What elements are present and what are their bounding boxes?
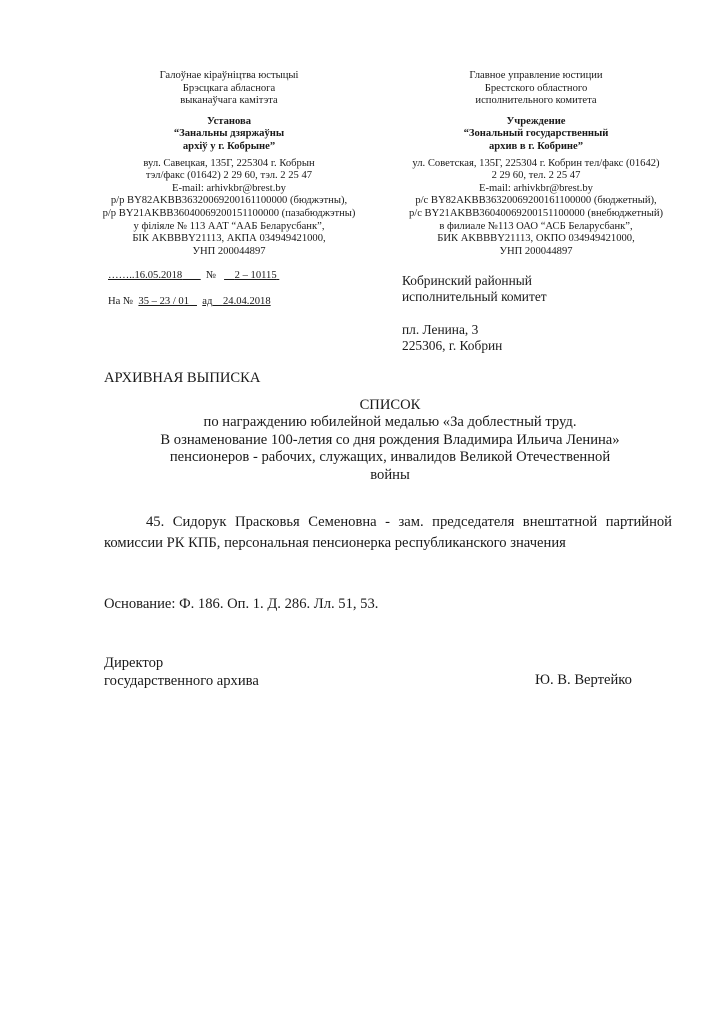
email-line: E-mail: arhivkbr@brest.by [479,182,593,194]
reply-from: ад [202,296,213,307]
title-heading: СПИСОК [359,397,421,413]
reply-number: 35 – 23 / 01 [138,296,190,307]
reg-date: 16.05.2018 [134,270,183,281]
letterhead-belarusian [84,70,374,258]
address-line: пл. Ленина, 3 [402,322,479,337]
contact-line: тэл/факс (01642) 2 29 60, тэл. 2 25 47 [145,170,313,182]
org-name-line: Установа [206,115,252,127]
document-title [104,397,676,484]
list-entry: 45. Сидорук Прасковья Семеновна - зам. председателя внештатной партийной комиссии РК КПБ, персональная пенсионерка республиканского значения [104,514,672,551]
reg-number: 2 – 10115 [234,270,277,281]
ministry-line: Галоўнае кіраўніцтва юстыцыі [159,70,299,81]
archival-basis: Основание: Ф. 186. Оп. 1. Д. 286. Лл. 51, 53. [104,596,379,612]
org-name-line: архив в г. Кобрине” [488,140,584,152]
bank-line: р/р BY21AKBB36040069200151100000 (пазабюджэтны) [102,207,356,219]
ministry-line: Брестского областного [484,82,588,94]
bank-line: р/с BY82AKBB36320069200161100000 (бюджетный), [415,195,657,207]
bank-line: р/р BY82AKBB36320069200161100000 (бюджэтны), [110,195,348,207]
bank-line: БІК AKBBBY21113, АКПА 034949421000, [132,233,326,245]
org-name-line: Учреждение [506,115,566,127]
bank-line: р/с BY21AKBB36040069200151100000 (внебюджетный) [408,207,664,219]
contact-line: 2 29 60, тел. 2 25 47 [491,170,581,182]
bank-line: БИК AKBBBY21113, ОКПО 034949421000, [437,233,635,245]
bank-line: УНП 200044897 [192,245,266,257]
addressee-address [402,322,502,354]
ministry-line: выканаўчага камітэта [180,95,278,107]
bank-line: у філіяле № 113 ААТ “ААБ Беларусбанк”, [133,220,325,232]
addressee [402,273,547,305]
ministry-line: Брэсцкага абласнога [182,82,276,94]
reply-registration [108,296,271,307]
org-name-line: “Занальны дзяржаўны [173,128,285,140]
position-line: Директор [104,655,164,671]
outgoing-registration [108,270,279,281]
reg-number-label: № [206,270,217,281]
org-name-line: “Зональный государственный [463,128,609,140]
addressee-line: исполнительный комитет [402,289,547,304]
signatory-name: Ю. В. Вертейко [535,672,632,688]
addressee-line: Кобринский районный [402,273,532,288]
signatory-position [104,654,259,690]
title-line: по награждению юбилейной медалью «За доблестный труд. [203,414,577,431]
ministry-line: Главное управление юстиции [469,70,603,81]
reply-date: 24.04.2018 [222,296,271,307]
title-line: пенсионеров - рабочих, служащих, инвалидов Великой Отечественной [169,449,611,466]
contact-line: ул. Советская, 135Г, 225304 г. Кобрин тел/факс (01642) [412,157,660,169]
bank-line: УНП 200044897 [499,245,573,257]
contact-line: вул. Савецкая, 135Г, 225304 г. Кобрын [143,157,315,169]
letterhead-russian [386,70,686,258]
reply-label: На № [108,296,134,307]
position-line: государственного архива [104,673,259,689]
email-line: E-mail: arhivkbr@brest.by [172,182,286,194]
org-name-line: архіў у г. Кобрыне” [182,140,276,152]
title-line: В ознаменование 100-летия со дня рождения Владимира Ильича Ленина» [160,431,620,448]
reg-dots: …….. [108,270,135,281]
document-type: АРХИВНАЯ ВЫПИСКА [104,370,261,386]
ministry-line: исполнительного комитета [475,95,597,107]
address-line: 225306, г. Кобрин [402,338,503,353]
title-line: войны [370,466,410,483]
bank-line: в филиале №113 ОАО “АСБ Беларусбанк”, [439,220,633,232]
